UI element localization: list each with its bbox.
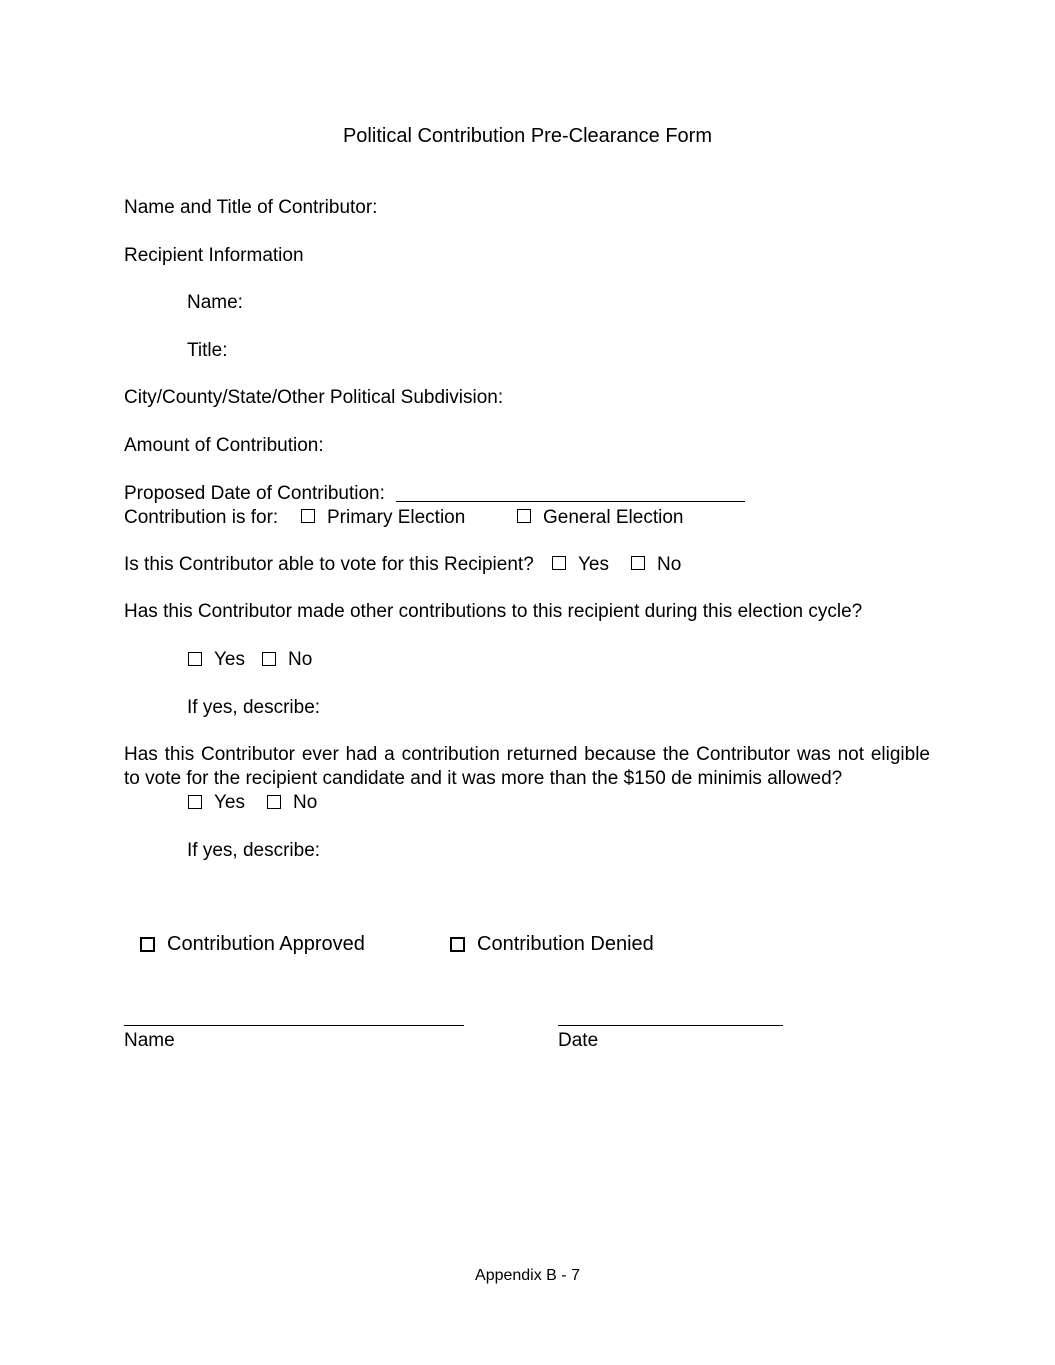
denied-label: Contribution Denied [477, 933, 654, 955]
amount-label: Amount of Contribution: [124, 435, 324, 456]
proposed-date-field[interactable] [396, 501, 745, 502]
subdivision-label: City/County/State/Other Political Subdivision: [124, 387, 504, 408]
other-contributions-describe-label: If yes, describe: [187, 697, 321, 718]
returned-contribution-describe-label: If yes, describe: [187, 840, 321, 861]
general-election-checkbox[interactable] [517, 509, 531, 523]
able-to-vote-yes-checkbox[interactable] [552, 556, 566, 570]
signature-name-line[interactable] [124, 1025, 464, 1026]
recipient-info-heading: Recipient Information [124, 245, 304, 266]
contributor-name-title-label: Name and Title of Contributor: [124, 197, 378, 218]
primary-election-label: Primary Election [327, 507, 466, 528]
returned-contribution-no-label: No [293, 792, 318, 813]
returned-contribution-question: Has this Contributor ever had a contribution returned because the Contributor was not eligible to vote for the recipient candidate and it was more than the $150 de minimis allowed? [124, 744, 930, 789]
able-to-vote-question: Is this Contributor able to vote for this Recipient? [124, 554, 534, 575]
returned-contribution-no-checkbox[interactable] [267, 795, 281, 809]
returned-contribution-yes-checkbox[interactable] [188, 795, 202, 809]
contribution-for-label: Contribution is for: [124, 507, 279, 528]
other-contributions-yes-label: Yes [214, 649, 245, 670]
approved-checkbox[interactable] [140, 937, 155, 952]
proposed-date-label: Proposed Date of Contribution: [124, 483, 385, 504]
recipient-title-label: Title: [187, 340, 228, 361]
able-to-vote-no-label: No [657, 554, 682, 575]
other-contributions-yes-checkbox[interactable] [188, 652, 202, 666]
other-contributions-no-checkbox[interactable] [262, 652, 276, 666]
returned-contribution-yes-label: Yes [214, 792, 245, 813]
page-title: Political Contribution Pre-Clearance Form [342, 125, 713, 147]
primary-election-checkbox[interactable] [301, 509, 315, 523]
approved-label: Contribution Approved [167, 933, 365, 955]
general-election-label: General Election [543, 507, 684, 528]
signature-date-label: Date [558, 1030, 599, 1051]
signature-date-line[interactable] [558, 1025, 783, 1026]
other-contributions-question: Has this Contributor made other contributions to this recipient during this election cycle? [124, 601, 863, 622]
denied-checkbox[interactable] [450, 937, 465, 952]
able-to-vote-yes-label: Yes [578, 554, 609, 575]
recipient-name-label: Name: [187, 292, 243, 313]
signature-name-label: Name [124, 1030, 175, 1051]
page-footer: Appendix B - 7 [475, 1267, 580, 1284]
other-contributions-no-label: No [288, 649, 313, 670]
able-to-vote-no-checkbox[interactable] [631, 556, 645, 570]
